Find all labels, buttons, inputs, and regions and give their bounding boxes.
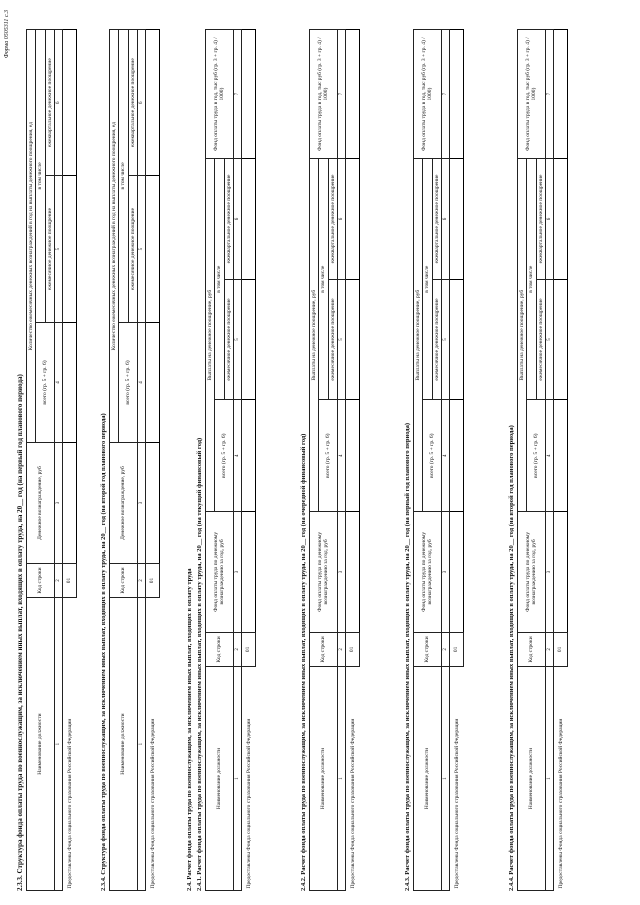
header-payments: Выплаты на денежное поощрение, руб [310, 159, 319, 512]
calc-table [517, 29, 568, 891]
header-quarterly: ежеквартальное денежное поощрение [328, 159, 337, 280]
col-num: 3 [54, 443, 62, 564]
header-quarterly: ежеквартальное денежное поощрение [536, 159, 545, 280]
row-code: 01 [62, 563, 76, 597]
col-num: 6 [337, 159, 345, 280]
input-cell[interactable] [449, 512, 463, 633]
input-cell[interactable] [553, 279, 567, 400]
input-cell[interactable] [241, 279, 255, 400]
header-quarterly: ежеквартальное денежное поощрение [224, 159, 233, 280]
input-cell[interactable] [345, 512, 359, 633]
header-quarterly: ежеквартальное денежное поощрение [45, 30, 54, 176]
row-label: Предоставлены Фонда социального страхования Российской Федерации [245, 718, 252, 889]
col-num: 3 [137, 443, 145, 564]
header-name: Наименование должности [518, 667, 546, 891]
structure-table [109, 29, 160, 891]
col-num: 6 [545, 159, 553, 280]
col-num: 4 [54, 322, 62, 443]
header-quarterly: ежеквартальное денежное поощрение [128, 30, 137, 176]
header-allowance: Денежное вознаграждение, руб [110, 443, 138, 564]
input-cell[interactable] [449, 159, 463, 280]
col-num: 4 [233, 400, 241, 512]
col-num: 5 [233, 279, 241, 400]
header-code: Код строки [27, 563, 55, 597]
col-num: 5 [137, 176, 145, 322]
row-label: Предоставлены Фонда социального страхования Российской Федерации [453, 718, 460, 889]
section-title: 2.3.3. Структура фонда оплаты труда по военнослужащим, за исключением иных выплат, входящих в оплату труда, на 20__ год (на первый год планового периода) [16, 374, 24, 891]
section-2-4-4 [508, 29, 568, 891]
col-num: 2 [337, 632, 345, 666]
header-name: Наименование должности [414, 667, 442, 891]
input-cell[interactable] [241, 400, 255, 512]
input-cell[interactable] [62, 322, 76, 443]
row-code: 01 [145, 563, 159, 597]
header-payments: Выплаты на денежное поощрение, руб [206, 159, 215, 512]
header-fund-year: Фонд оплаты труда в год, тыс руб (гр. 3 + гр. 4) / 1000) [310, 30, 338, 159]
header-payments: Выплаты на денежное поощрение, руб [414, 159, 423, 512]
header-fund-allowance: Фонд оплаты труда по денежному вознаграждению за год, руб [414, 512, 442, 633]
calc-table [413, 29, 464, 891]
input-cell[interactable] [449, 279, 463, 400]
col-num: 6 [441, 159, 449, 280]
header-incl: в том числе [119, 30, 128, 323]
header-count: Количество ежемесячных денежных вознаграждений в год на выплаты денежного поощрения, ед [27, 30, 36, 443]
section-title: 2.4.4. Расчет фонда оплаты труда по военнослужащим, за исключением иных выплат, входящих в оплату труда, на 20__ год (на второй год планового периода) [508, 425, 515, 891]
section-2-3-4 [100, 29, 160, 891]
col-num: 7 [441, 30, 449, 159]
header-name: Наименование должности [110, 598, 138, 891]
header-monthly: ежемесячное денежное поощрение [224, 279, 233, 400]
input-cell[interactable] [62, 30, 76, 176]
col-num: 2 [441, 632, 449, 666]
header-incl: в том числе [423, 159, 432, 400]
header-name: Наименование должности [206, 667, 234, 891]
structure-table [26, 29, 77, 891]
col-num: 6 [137, 30, 145, 176]
row-label: Предоставлены Фонда социального страхования Российской Федерации [557, 718, 564, 889]
col-num: 2 [137, 563, 145, 597]
col-num: 3 [233, 512, 241, 633]
col-num: 5 [545, 279, 553, 400]
col-num: 2 [233, 632, 241, 666]
header-count: Количество ежемесячных денежных вознаграждений в год на выплаты денежного поощрения, ед [110, 30, 119, 443]
input-cell[interactable] [553, 30, 567, 159]
col-num: 5 [337, 279, 345, 400]
col-num: 6 [54, 30, 62, 176]
row-label: Предоставлены Фонда социального страхования Российской Федерации [66, 718, 73, 889]
col-num: 7 [337, 30, 345, 159]
input-cell[interactable] [345, 30, 359, 159]
header-monthly: ежемесячное денежное поощрение [328, 279, 337, 400]
input-cell[interactable] [449, 400, 463, 512]
col-num: 1 [54, 598, 62, 891]
row-code: 01 [449, 632, 463, 666]
input-cell[interactable] [345, 279, 359, 400]
col-num: 5 [441, 279, 449, 400]
form-number: Форма 0505311 с.3 [4, 10, 10, 59]
col-num: 7 [233, 30, 241, 159]
section-title: 2.4.2. Расчет фонда оплаты труда по военнослужащим, за исключением иных выплат, входящих в оплату труда, на 20__ год (на очередной финансовый год) [300, 433, 307, 891]
input-cell[interactable] [553, 512, 567, 633]
col-num: 1 [441, 667, 449, 891]
header-fund-year: Фонд оплаты труда в год, тыс руб (гр. 3 + гр. 4) / 1000) [206, 30, 234, 159]
header-code: Код строки [414, 632, 442, 666]
row-code: 01 [241, 632, 255, 666]
header-code: Код строки [518, 632, 546, 666]
header-fund-year: Фонд оплаты труда в год, тыс руб (гр. 3 + гр. 4) / 1000) [518, 30, 546, 159]
calc-table [205, 29, 256, 891]
header-total: всего (гр. 5 + гр. 6) [319, 400, 338, 512]
col-num: 4 [337, 400, 345, 512]
header-incl: в том числе [36, 30, 45, 323]
header-total: всего (гр. 5 + гр. 6) [423, 400, 442, 512]
header-monthly: ежемесячное денежное поощрение [432, 279, 441, 400]
row-label: Предоставлены Фонда социального страхования Российской Федерации [349, 718, 356, 889]
header-payments: Выплаты на денежное поощрение, руб [518, 159, 527, 512]
col-num: 5 [54, 176, 62, 322]
header-code: Код строки [310, 632, 338, 666]
header-fund-allowance: Фонд оплаты труда по денежному вознаграждению за год, руб [206, 512, 234, 633]
header-name: Наименование должности [310, 667, 338, 891]
input-cell[interactable] [241, 159, 255, 280]
section-2-4-2 [300, 29, 360, 891]
header-incl: в том числе [215, 159, 224, 400]
header-incl: в том числе [527, 159, 536, 400]
input-cell[interactable] [449, 30, 463, 159]
row-label: Предоставлены Фонда социального страхования Российской Федерации [149, 718, 156, 889]
col-num: 3 [545, 512, 553, 633]
section-title: 2.4.1. Расчет фонда оплаты труда по военнослужащим, за исключением иных выплат, входящих в оплату труда, на 20__ год (на текущий финансовый год) [196, 437, 203, 891]
section-title: 2.4.3. Расчет фонда оплаты труда по военнослужащим, за исключением иных выплат, входящих в оплату труда, на 20__ год (на первый год планового периода) [404, 423, 411, 891]
header-monthly: ежемесячное денежное поощрение [128, 176, 137, 322]
header-fund-year: Фонд оплаты труда в год, тыс руб (гр. 3 + гр. 4) / 1000) [414, 30, 442, 159]
input-cell[interactable] [345, 159, 359, 280]
header-total: всего (гр. 5 + гр. 6) [119, 322, 138, 443]
header-monthly: ежемесячное денежное поощрение [536, 279, 545, 400]
input-cell[interactable] [145, 176, 159, 322]
input-cell[interactable] [145, 322, 159, 443]
header-total: всего (гр. 5 + гр. 6) [215, 400, 234, 512]
col-num: 6 [233, 159, 241, 280]
col-num: 3 [337, 512, 345, 633]
header-quarterly: ежеквартальное денежное поощрение [432, 159, 441, 280]
col-num: 4 [137, 322, 145, 443]
col-num: 1 [233, 667, 241, 891]
section-2-3-3 [16, 29, 77, 891]
header-fund-allowance: Фонд оплаты труда по денежному вознаграждению за год, руб [310, 512, 338, 633]
input-cell[interactable] [145, 30, 159, 176]
header-name: Наименование должности [27, 598, 55, 891]
header-code: Код строки [110, 563, 138, 597]
input-cell[interactable] [241, 30, 255, 159]
input-cell[interactable] [241, 512, 255, 633]
col-num: 4 [545, 400, 553, 512]
input-cell[interactable] [62, 443, 76, 564]
col-num: 1 [137, 598, 145, 891]
header-code: Код строки [206, 632, 234, 666]
header-monthly: ежемесячное денежное поощрение [45, 176, 54, 322]
section-2-4-3 [404, 29, 464, 891]
input-cell[interactable] [345, 400, 359, 512]
header-allowance: Денежное вознаграждение, руб [27, 443, 55, 564]
col-num: 4 [441, 400, 449, 512]
col-num: 1 [337, 667, 345, 891]
header-incl: в том числе [319, 159, 328, 400]
col-num: 2 [545, 632, 553, 666]
section-2-4-title: 2.4. Расчет фонда оплаты труда по военнослужащим, за исключением иных выплат, входящих в оплату труда [186, 568, 193, 891]
input-cell[interactable] [553, 400, 567, 512]
header-total: всего (гр. 5 + гр. 6) [527, 400, 546, 512]
row-code: 01 [345, 632, 359, 666]
col-num: 3 [441, 512, 449, 633]
section-title: 2.3.4. Структура фонда оплаты труда по военнослужащим, за исключением иных выплат, входящих в оплату труда, на 20__ год (на второй год планового периода) [100, 413, 107, 891]
col-num: 7 [545, 30, 553, 159]
col-num: 1 [545, 667, 553, 891]
input-cell[interactable] [145, 443, 159, 564]
header-fund-allowance: Фонд оплаты труда по денежному вознаграждению за год, руб [518, 512, 546, 633]
calc-table [309, 29, 360, 891]
section-2-4-1 [196, 29, 256, 891]
input-cell[interactable] [62, 176, 76, 322]
row-code: 01 [553, 632, 567, 666]
input-cell[interactable] [553, 159, 567, 280]
header-total: всего (гр. 5 + гр. 6) [36, 322, 55, 443]
col-num: 2 [54, 563, 62, 597]
